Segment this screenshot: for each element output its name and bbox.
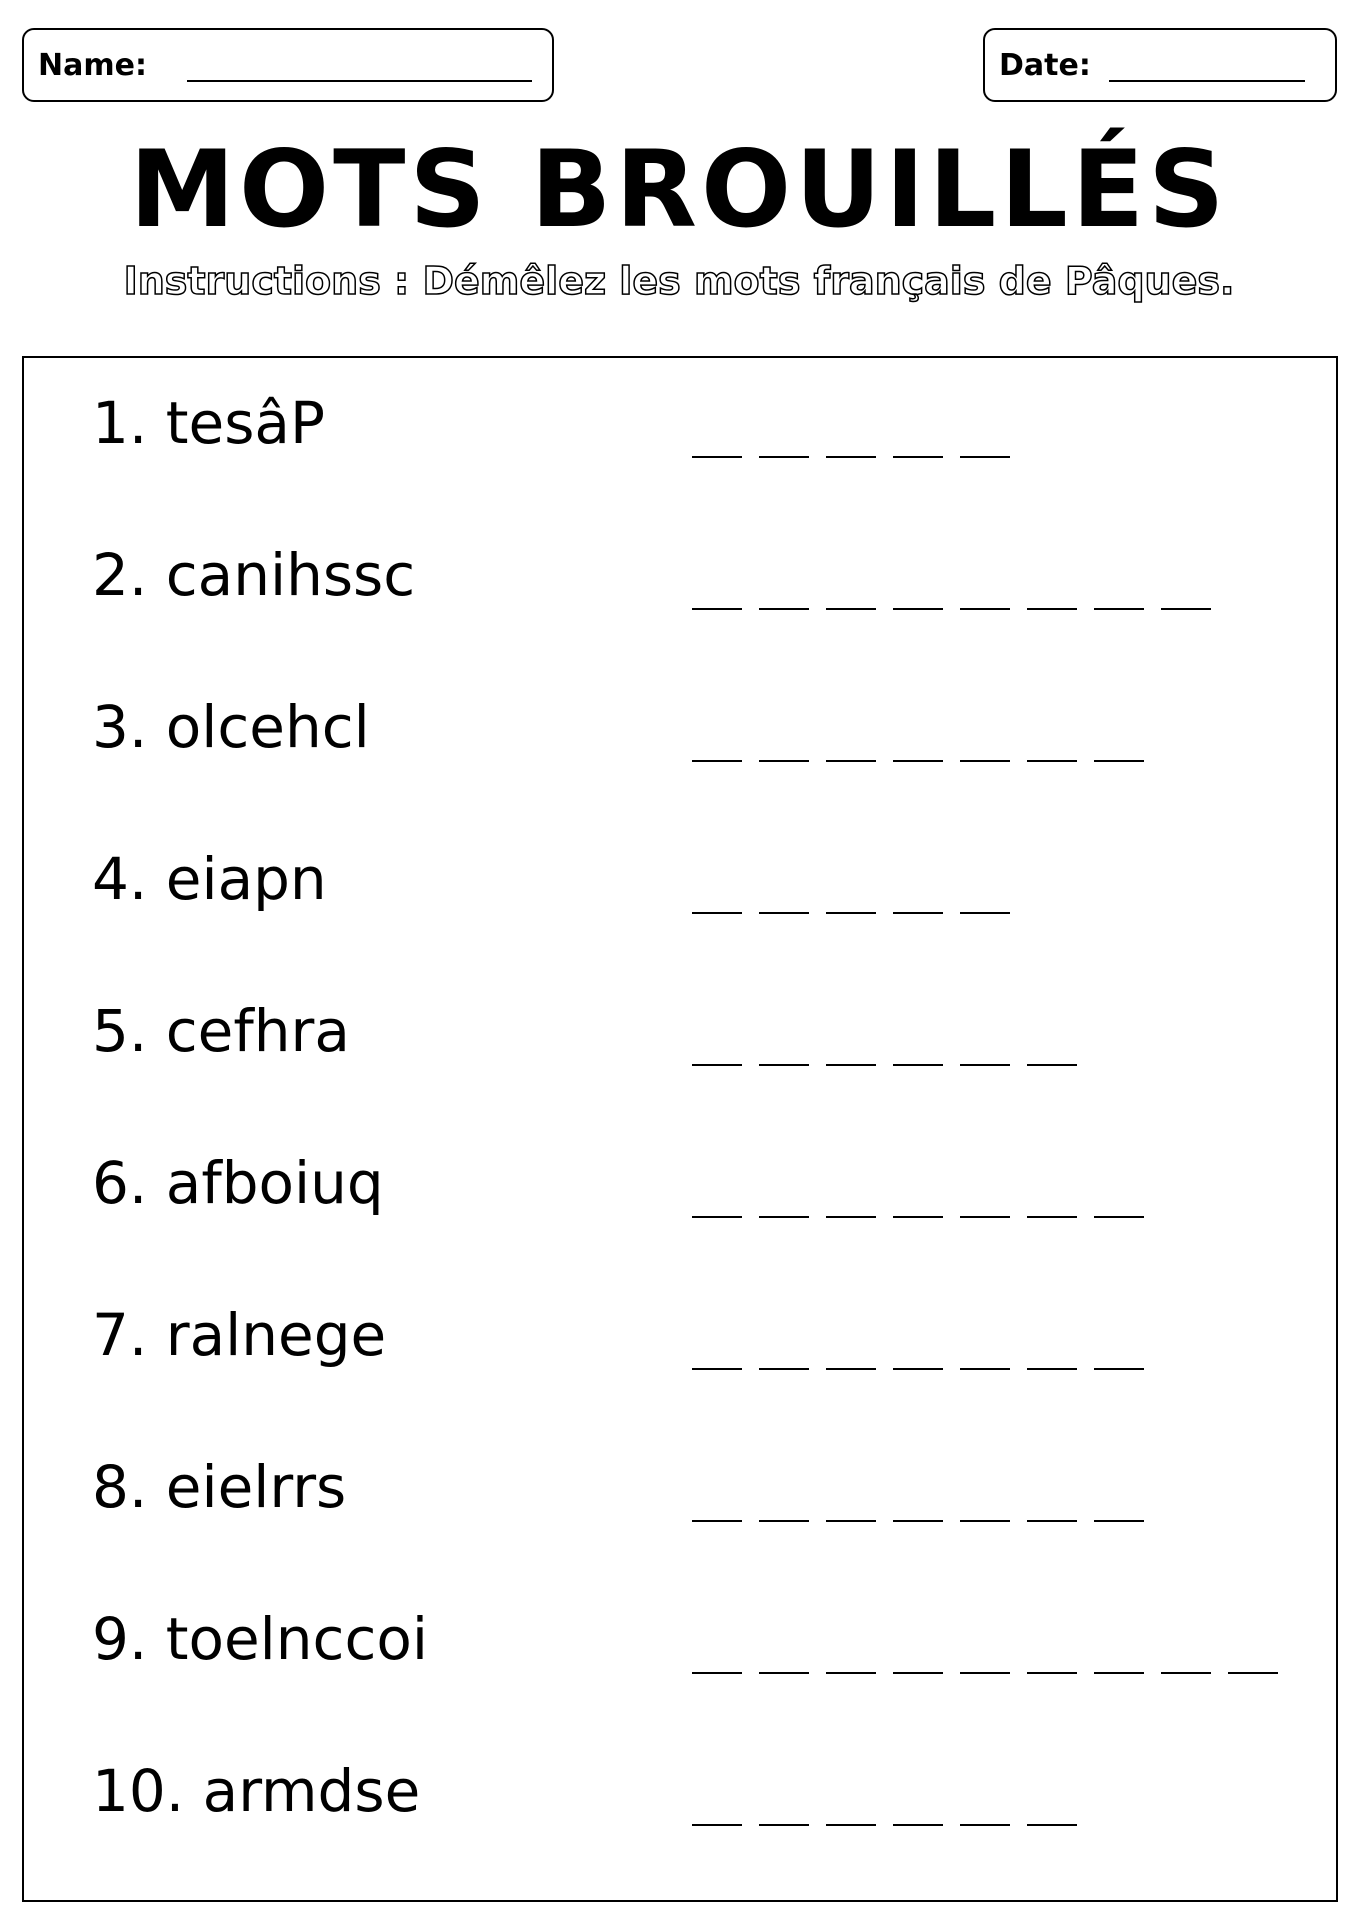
letter-blank[interactable]: [893, 760, 943, 762]
date-input-line[interactable]: [1109, 80, 1305, 82]
letter-blank[interactable]: [826, 1824, 876, 1826]
scrambled-word: 2. canihssc: [92, 541, 416, 609]
letter-blank[interactable]: [692, 912, 742, 914]
letter-blank[interactable]: [692, 1064, 742, 1066]
word-row: [24, 1422, 1336, 1574]
letter-blank[interactable]: [1228, 1672, 1278, 1674]
scrambled-word: 4. eiapn: [92, 845, 327, 913]
letter-blank[interactable]: [1027, 1216, 1077, 1218]
answer-blanks[interactable]: [692, 1824, 1094, 1826]
letter-blank[interactable]: [759, 1824, 809, 1826]
word-row: [24, 662, 1336, 814]
answer-blanks[interactable]: [692, 760, 1161, 762]
letter-blank[interactable]: [893, 1824, 943, 1826]
name-label: Name:: [38, 47, 147, 83]
letter-blank[interactable]: [1094, 760, 1144, 762]
date-label: Date:: [999, 47, 1091, 83]
answer-blanks[interactable]: [692, 456, 1027, 458]
letter-blank[interactable]: [692, 1520, 742, 1522]
instructions-text: Instructions : Démêlez les mots français de Pâques.: [123, 259, 1235, 303]
answer-blanks[interactable]: [692, 912, 1027, 914]
letter-blank[interactable]: [692, 1824, 742, 1826]
letter-blank[interactable]: [1094, 1520, 1144, 1522]
letter-blank[interactable]: [759, 1216, 809, 1218]
answer-blanks[interactable]: [692, 1672, 1295, 1674]
letter-blank[interactable]: [759, 456, 809, 458]
letter-blank[interactable]: [692, 760, 742, 762]
letter-blank[interactable]: [893, 1216, 943, 1218]
word-list-panel: [22, 356, 1338, 1902]
letter-blank[interactable]: [826, 912, 876, 914]
letter-blank[interactable]: [759, 760, 809, 762]
word-row: [24, 1726, 1336, 1878]
word-row: [24, 814, 1336, 966]
letter-blank[interactable]: [960, 1824, 1010, 1826]
letter-blank[interactable]: [960, 608, 1010, 610]
letter-blank[interactable]: [759, 1520, 809, 1522]
letter-blank[interactable]: [1161, 1672, 1211, 1674]
letter-blank[interactable]: [893, 608, 943, 610]
letter-blank[interactable]: [1094, 1672, 1144, 1674]
letter-blank[interactable]: [893, 912, 943, 914]
letter-blank[interactable]: [1027, 608, 1077, 610]
letter-blank[interactable]: [692, 456, 742, 458]
answer-blanks[interactable]: [692, 1368, 1161, 1370]
letter-blank[interactable]: [692, 1672, 742, 1674]
letter-blank[interactable]: [960, 456, 1010, 458]
letter-blank[interactable]: [826, 760, 876, 762]
scrambled-word: 5. cefhra: [92, 997, 350, 1065]
scrambled-word: 8. eielrrs: [92, 1453, 347, 1521]
answer-blanks[interactable]: [692, 1520, 1161, 1522]
name-input-line[interactable]: [187, 80, 532, 82]
word-row: [24, 358, 1336, 510]
letter-blank[interactable]: [1094, 1368, 1144, 1370]
letter-blank[interactable]: [960, 912, 1010, 914]
letter-blank[interactable]: [826, 1064, 876, 1066]
letter-blank[interactable]: [759, 1672, 809, 1674]
letter-blank[interactable]: [1027, 1064, 1077, 1066]
letter-blank[interactable]: [826, 1216, 876, 1218]
word-row: [24, 1574, 1336, 1726]
letter-blank[interactable]: [1161, 608, 1211, 610]
letter-blank[interactable]: [692, 608, 742, 610]
letter-blank[interactable]: [826, 456, 876, 458]
date-field-box[interactable]: [983, 28, 1337, 102]
letter-blank[interactable]: [759, 608, 809, 610]
letter-blank[interactable]: [1027, 1824, 1077, 1826]
letter-blank[interactable]: [960, 1368, 1010, 1370]
answer-blanks[interactable]: [692, 1064, 1094, 1066]
letter-blank[interactable]: [826, 1672, 876, 1674]
answer-blanks[interactable]: [692, 1216, 1161, 1218]
word-row: [24, 966, 1336, 1118]
letter-blank[interactable]: [759, 1368, 809, 1370]
letter-blank[interactable]: [826, 608, 876, 610]
letter-blank[interactable]: [893, 1520, 943, 1522]
word-row: [24, 510, 1336, 662]
scrambled-word: 7. ralnege: [92, 1301, 387, 1369]
letter-blank[interactable]: [960, 760, 1010, 762]
word-row: [24, 1270, 1336, 1422]
letter-blank[interactable]: [960, 1216, 1010, 1218]
letter-blank[interactable]: [759, 912, 809, 914]
scrambled-word: 6. afboiuq: [92, 1149, 384, 1217]
letter-blank[interactable]: [960, 1064, 1010, 1066]
letter-blank[interactable]: [1027, 1672, 1077, 1674]
page-title: MOTS BROUILLÉS: [129, 128, 1229, 251]
letter-blank[interactable]: [1094, 608, 1144, 610]
letter-blank[interactable]: [1027, 760, 1077, 762]
letter-blank[interactable]: [826, 1368, 876, 1370]
letter-blank[interactable]: [692, 1368, 742, 1370]
scrambled-word: 10. armdse: [92, 1757, 421, 1825]
letter-blank[interactable]: [826, 1520, 876, 1522]
letter-blank[interactable]: [692, 1216, 742, 1218]
letter-blank[interactable]: [893, 1064, 943, 1066]
scrambled-word: 3. olcehcl: [92, 693, 370, 761]
word-row: [24, 1118, 1336, 1270]
letter-blank[interactable]: [759, 1064, 809, 1066]
letter-blank[interactable]: [893, 1672, 943, 1674]
letter-blank[interactable]: [1027, 1520, 1077, 1522]
letter-blank[interactable]: [1027, 1368, 1077, 1370]
scrambled-word: 9. toelnccoi: [92, 1605, 428, 1673]
name-field-box[interactable]: [22, 28, 554, 102]
answer-blanks[interactable]: [692, 608, 1228, 610]
letter-blank[interactable]: [1094, 1216, 1144, 1218]
scrambled-word: 1. tesâP: [92, 389, 325, 457]
letter-blank[interactable]: [893, 456, 943, 458]
letter-blank[interactable]: [960, 1520, 1010, 1522]
letter-blank[interactable]: [893, 1368, 943, 1370]
letter-blank[interactable]: [960, 1672, 1010, 1674]
